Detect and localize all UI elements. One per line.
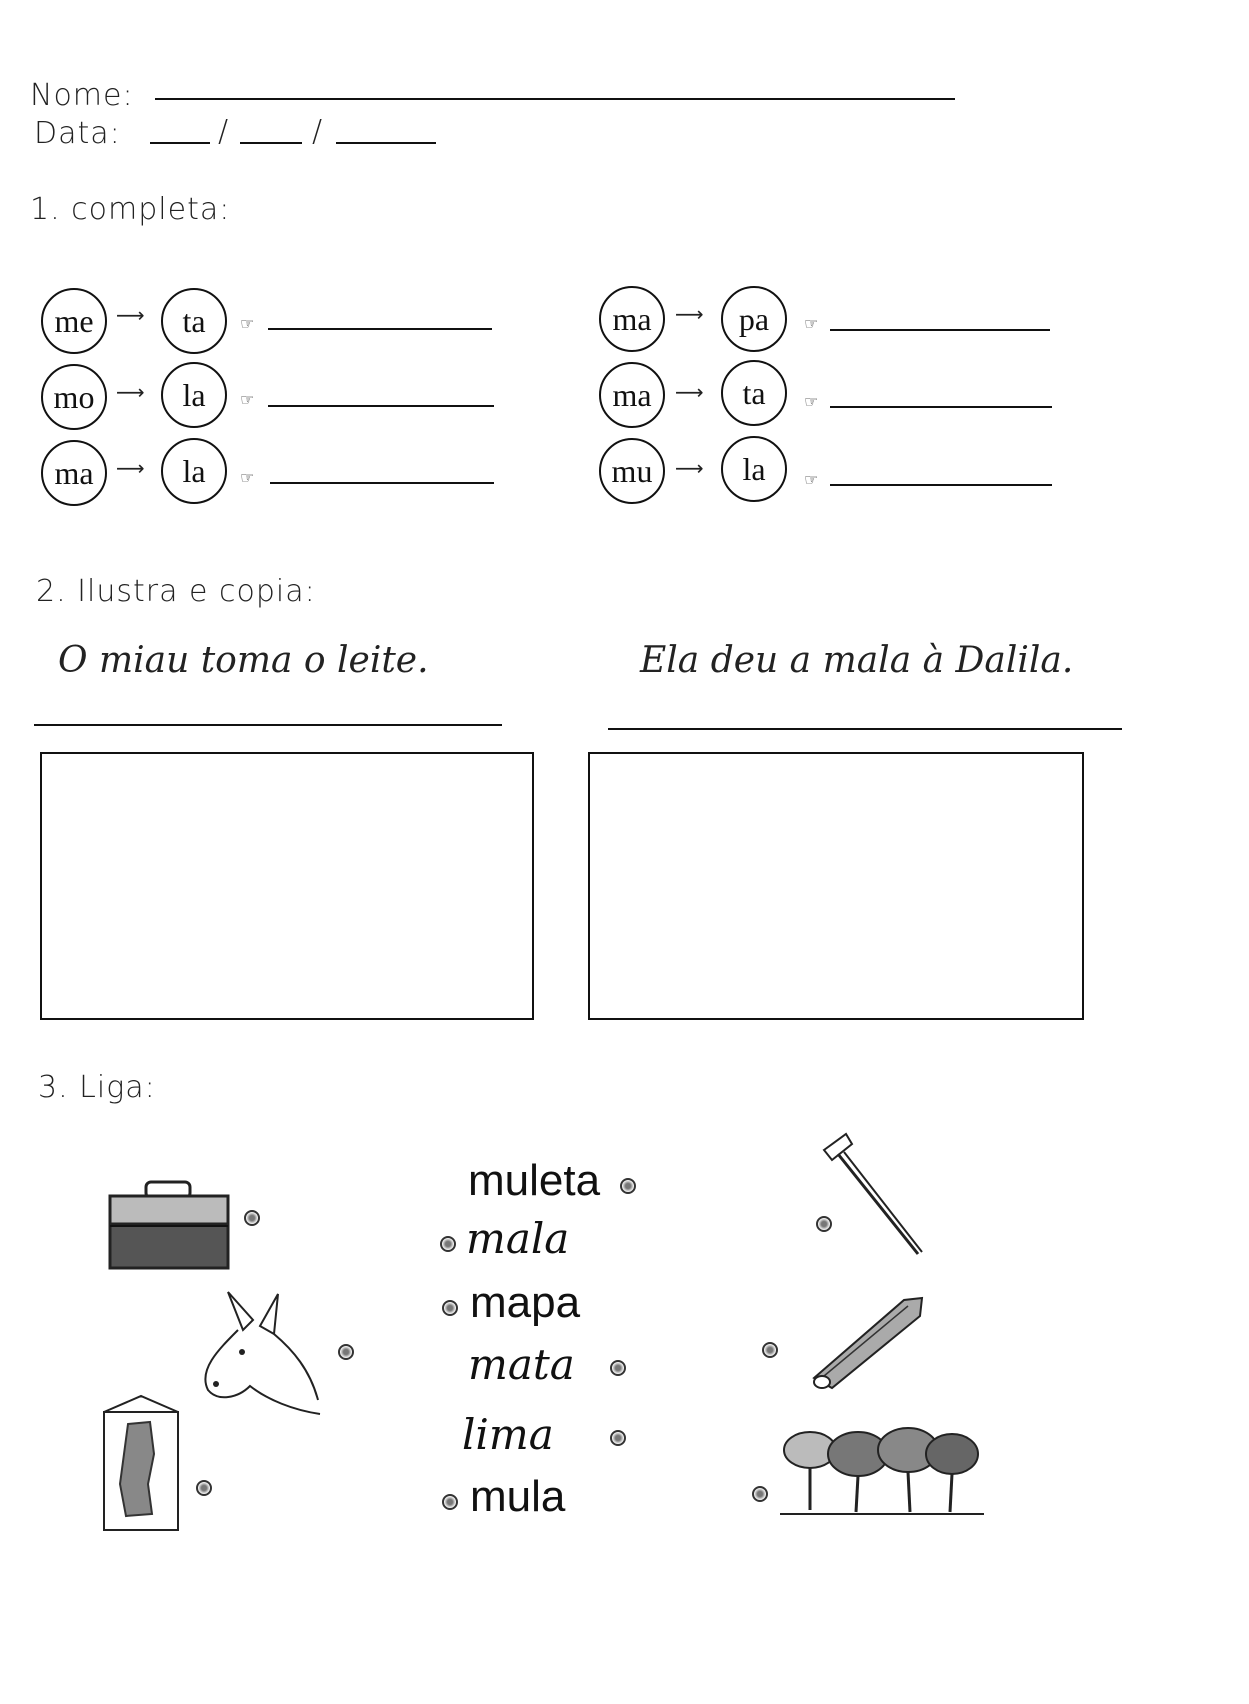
pointing-hand-icon: ☞ xyxy=(804,314,819,333)
pointing-hand-icon: ☞ xyxy=(804,392,819,411)
date-month-field[interactable] xyxy=(240,142,302,144)
syllable-circle: me xyxy=(41,288,107,354)
suitcase-picture xyxy=(104,1180,234,1272)
answer-line[interactable] xyxy=(270,482,494,484)
pointing-hand-icon: ☞ xyxy=(804,470,819,489)
section1-title: 1. completa: xyxy=(30,192,231,227)
match-dot[interactable] xyxy=(610,1360,626,1376)
match-dot[interactable] xyxy=(440,1236,456,1252)
match-dot[interactable] xyxy=(244,1210,260,1226)
word-mala: mala xyxy=(466,1214,570,1263)
match-dot[interactable] xyxy=(762,1342,778,1358)
syllable-circle: mo xyxy=(41,364,107,430)
syllable-circle: la xyxy=(721,436,787,502)
answer-line[interactable] xyxy=(830,406,1052,408)
syllable-circle: ma xyxy=(41,440,107,506)
arrow-icon: ⟶ xyxy=(675,456,704,480)
answer-line[interactable] xyxy=(268,328,492,330)
match-dot[interactable] xyxy=(442,1300,458,1316)
syllable-circle: ma xyxy=(599,362,665,428)
pointing-hand-icon: ☞ xyxy=(240,314,255,333)
copy-line-left[interactable] xyxy=(34,724,502,726)
syllable-circle: pa xyxy=(721,286,787,352)
match-dot[interactable] xyxy=(338,1344,354,1360)
syllable-circle: ta xyxy=(721,360,787,426)
map-picture xyxy=(98,1394,184,1534)
match-dot[interactable] xyxy=(610,1430,626,1446)
donkey-picture xyxy=(198,1290,328,1420)
syllable-circle: ta xyxy=(161,288,227,354)
answer-line[interactable] xyxy=(830,329,1050,331)
syllable-circle: ma xyxy=(599,286,665,352)
arrow-icon: ⟶ xyxy=(116,303,145,327)
drawing-box-left[interactable] xyxy=(40,752,534,1020)
section3-title: 3. Liga: xyxy=(38,1070,156,1105)
drawing-box-right[interactable] xyxy=(588,752,1084,1020)
word-mata: mata xyxy=(468,1340,575,1389)
date-day-field[interactable] xyxy=(150,142,210,144)
date-separator: / xyxy=(312,114,324,149)
copy-line-right[interactable] xyxy=(608,728,1122,730)
arrow-icon: ⟶ xyxy=(116,456,145,480)
match-dot[interactable] xyxy=(752,1486,768,1502)
date-label: Data: xyxy=(34,116,121,151)
name-label: Nome: xyxy=(30,78,134,113)
pointing-hand-icon: ☞ xyxy=(240,468,255,487)
sentence-right: Ela deu a mala à Dalila. xyxy=(640,640,1074,681)
arrow-icon: ⟶ xyxy=(675,380,704,404)
answer-line[interactable] xyxy=(268,405,494,407)
match-dot[interactable] xyxy=(196,1480,212,1496)
answer-line[interactable] xyxy=(830,484,1052,486)
syllable-circle: mu xyxy=(599,438,665,504)
date-year-field[interactable] xyxy=(336,142,436,144)
name-field[interactable] xyxy=(155,98,955,100)
word-mula: mula xyxy=(470,1472,566,1521)
word-muleta: muleta xyxy=(468,1156,601,1205)
arrow-icon: ⟶ xyxy=(675,302,704,326)
sentence-left: O miau toma o leite. xyxy=(58,640,429,681)
word-mapa: mapa xyxy=(470,1278,581,1327)
date-separator: / xyxy=(218,114,230,149)
word-lima: lima xyxy=(462,1410,554,1459)
section2-title: 2. Ilustra e copia: xyxy=(36,574,316,609)
match-dot[interactable] xyxy=(620,1178,636,1194)
syllable-circle: la xyxy=(161,438,227,504)
forest-picture xyxy=(780,1420,984,1520)
match-dot[interactable] xyxy=(442,1494,458,1510)
crutch-picture xyxy=(816,1130,926,1260)
syllable-circle: la xyxy=(161,362,227,428)
arrow-icon: ⟶ xyxy=(116,380,145,404)
pointing-hand-icon: ☞ xyxy=(240,390,255,409)
file-picture xyxy=(804,1292,930,1392)
